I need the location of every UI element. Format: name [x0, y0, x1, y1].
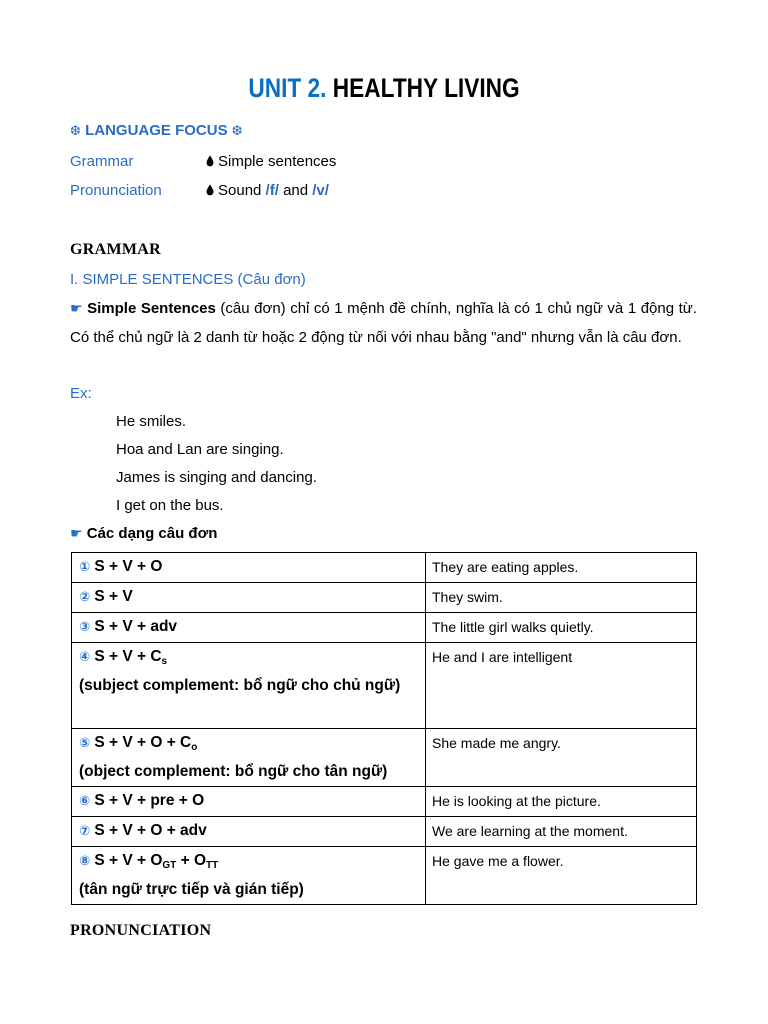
table-row — [72, 613, 697, 643]
patterns-heading-text: Các dạng câu đơn — [86, 525, 218, 542]
grammar-heading: GRAMMAR — [70, 241, 161, 258]
formula-text: S + V + O + C — [94, 734, 192, 751]
pattern-formula — [79, 817, 418, 846]
language-focus-heading — [70, 121, 243, 142]
formula-text: S + V + O — [94, 558, 163, 575]
drop-icon — [206, 155, 214, 167]
pattern-formula — [79, 787, 418, 816]
pattern-formula — [79, 643, 418, 672]
phoneme-f: /f/ — [265, 182, 279, 199]
pattern-formula — [79, 729, 418, 758]
pattern-example-cell: We are learning at the moment. — [426, 817, 697, 847]
pattern-formula-cell — [72, 729, 426, 787]
pattern-formula-cell — [72, 583, 426, 613]
table-row — [72, 787, 697, 817]
pattern-example-cell: She made me angry. — [426, 729, 697, 787]
pattern-example-cell: He gave me a flower. — [426, 847, 697, 905]
page-title — [61, 70, 706, 106]
pattern-number: ④ — [79, 650, 91, 665]
pattern-number: ⑤ — [79, 736, 91, 751]
unit-title: HEALTHY LIVING — [332, 73, 520, 103]
table-row — [72, 643, 697, 729]
table-row — [72, 729, 697, 787]
section-title: I. SIMPLE SENTENCES (Câu đơn) — [70, 271, 306, 288]
pointing-hand-icon — [70, 525, 83, 542]
pattern-example-cell: He is looking at the picture. — [426, 787, 697, 817]
formula-subscript: GT — [162, 860, 177, 871]
formula-text: S + V + O + adv — [94, 822, 207, 839]
pattern-formula — [79, 583, 418, 612]
example-label: Ex: — [70, 385, 92, 402]
formula-subscript: o — [191, 742, 198, 753]
table-row — [72, 553, 697, 583]
pointing-hand-icon — [70, 300, 83, 317]
pattern-number: ① — [79, 560, 91, 575]
pattern-formula-cell — [72, 847, 426, 905]
pattern-note: (tân ngữ trực tiếp và gián tiếp) — [79, 881, 304, 898]
snowflake-icon — [232, 122, 243, 139]
pattern-formula — [79, 847, 418, 876]
focus-label-grammar: Grammar — [70, 153, 134, 170]
pattern-formula-cell — [72, 787, 426, 817]
pattern-number: ⑥ — [79, 794, 91, 809]
formula-text: S + V + pre + O — [94, 792, 205, 809]
formula-text-tail: + O — [176, 852, 207, 869]
pattern-example-cell: The little girl walks quietly. — [426, 613, 697, 643]
formula-text: S + V — [94, 588, 133, 605]
example-sentence: Hoa and Lan are singing. — [116, 441, 284, 458]
table-row — [72, 583, 697, 613]
language-focus-title: LANGUAGE FOCUS — [85, 122, 228, 139]
sentence-patterns-table — [71, 552, 697, 905]
intro-text: (câu đơn) chỉ có 1 mệnh đề chính, nghĩa là có 1 chủ ngữ và 1 động từ. Có thể chủ ngữ là 2 danh từ hoặc 2 động từ nối với nhau bằng "and" nhưng vẫn là câu đơn. — [70, 300, 697, 346]
pronunciation-heading: PRONUNCIATION — [70, 922, 212, 939]
focus-row-pronunciation — [70, 181, 570, 201]
pattern-formula-cell — [72, 817, 426, 847]
pattern-number: ② — [79, 590, 91, 605]
snowflake-icon — [70, 122, 81, 139]
example-sentence: He smiles. — [116, 413, 187, 430]
pattern-note: (object complement: bổ ngữ cho tân ngữ) — [79, 763, 388, 780]
focus-value-grammar: Simple sentences — [218, 153, 337, 170]
formula-subscript: s — [161, 656, 168, 667]
pattern-number: ⑦ — [79, 824, 91, 839]
pattern-formula — [79, 553, 418, 582]
formula-text: S + V + adv — [94, 618, 178, 635]
example-sentence: James is singing and dancing. — [116, 469, 317, 486]
pattern-example-cell: They are eating apples. — [426, 553, 697, 583]
focus-row-grammar — [70, 152, 570, 172]
pattern-formula — [79, 613, 418, 642]
phoneme-v: /v/ — [312, 182, 329, 199]
pattern-number: ⑧ — [79, 854, 91, 869]
focus-label-pronunciation: Pronunciation — [70, 182, 162, 199]
example-list — [116, 408, 317, 520]
table-row — [72, 847, 697, 905]
intro-term: Simple Sentences — [87, 300, 216, 317]
sound-label: Sound — [218, 182, 262, 199]
conjunction: and — [283, 182, 309, 199]
formula-subscript: TT — [206, 860, 219, 871]
pattern-formula-cell — [72, 553, 426, 583]
pattern-formula-cell — [72, 643, 426, 729]
formula-text: S + V + O — [94, 852, 163, 869]
formula-text: S + V + C — [94, 648, 162, 665]
table-row — [72, 817, 697, 847]
example-sentence: I get on the bus. — [116, 497, 224, 514]
pattern-number: ③ — [79, 620, 91, 635]
pattern-formula-cell — [72, 613, 426, 643]
intro-paragraph — [70, 295, 697, 352]
unit-label: UNIT 2. — [248, 73, 327, 103]
pattern-note: (subject complement: bổ ngữ cho chủ ngữ) — [79, 677, 401, 694]
drop-icon — [206, 184, 214, 196]
pattern-example-cell: He and I are intelligent — [426, 643, 697, 729]
pattern-example-cell: They swim. — [426, 583, 697, 613]
patterns-heading — [70, 520, 217, 548]
